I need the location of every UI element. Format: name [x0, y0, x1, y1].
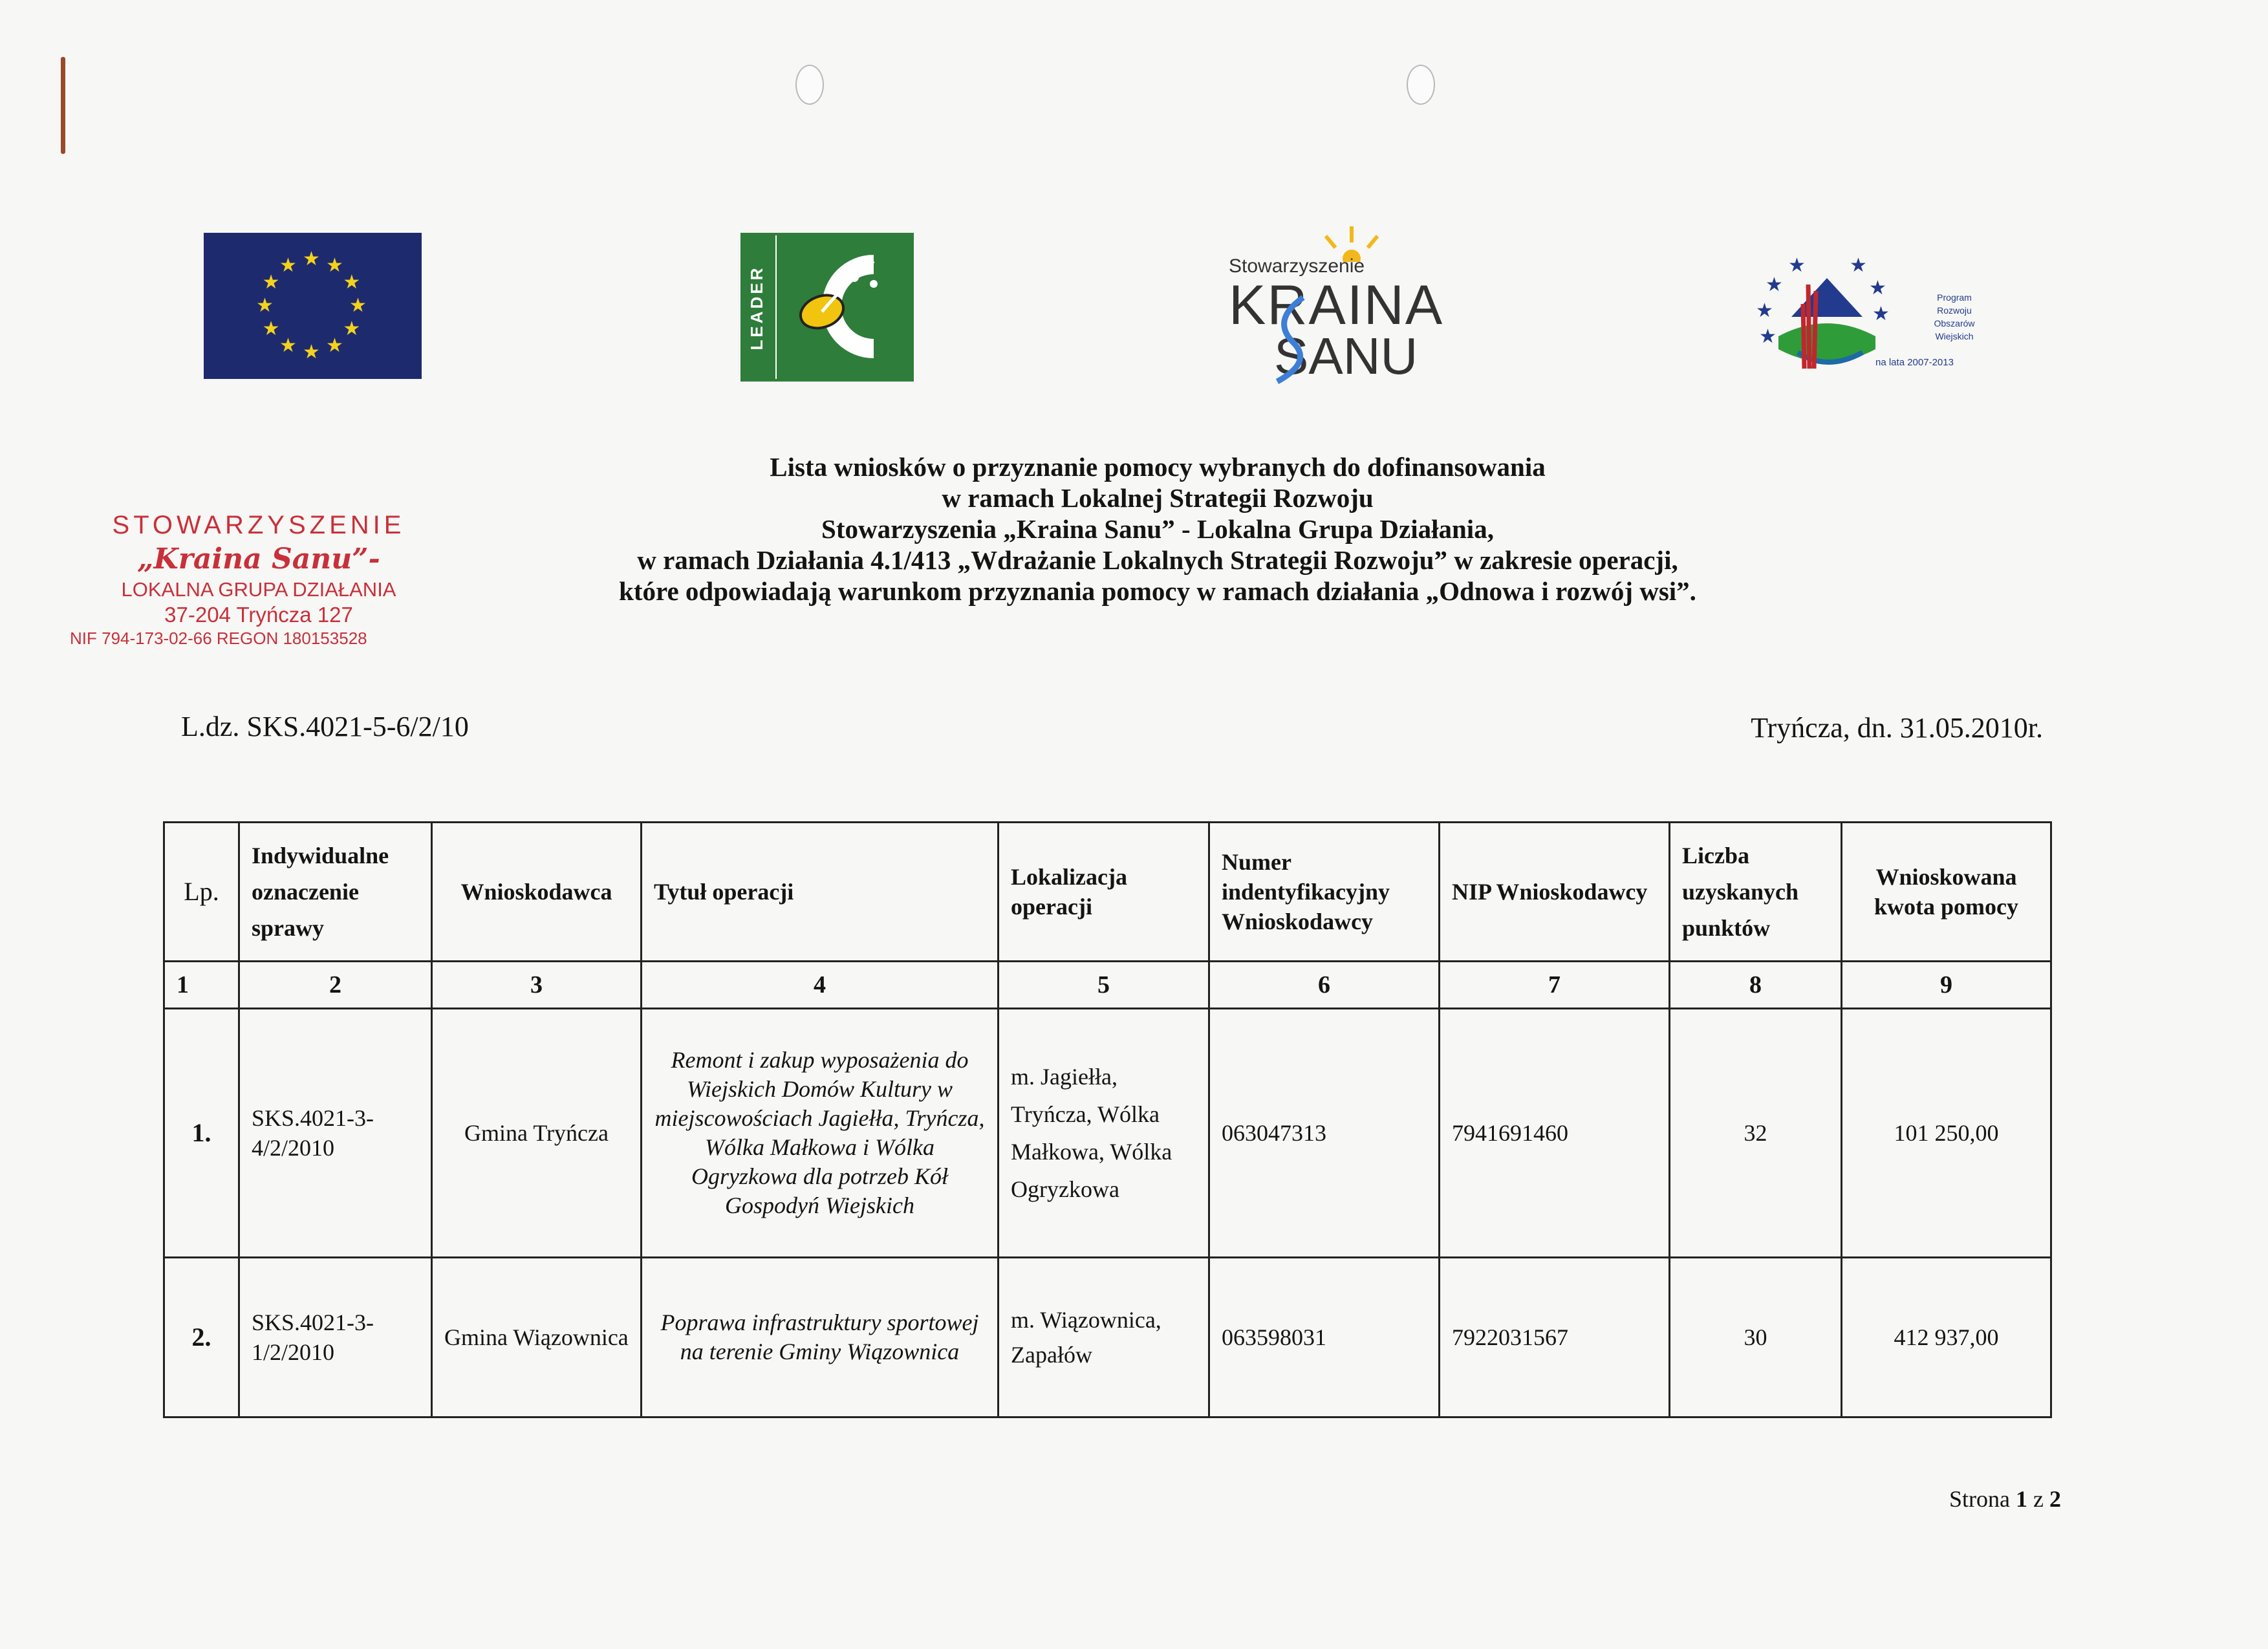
column-number: 1	[164, 962, 239, 1009]
header-cell: Indywidualne oznaczenie sprawy	[239, 823, 432, 962]
page-indicator	[1949, 1485, 2061, 1513]
stamp-line: STOWARZYSZENIE	[112, 511, 405, 539]
organization-stamp	[65, 511, 453, 649]
stamp-line: „Kraina Sanu”-	[137, 543, 380, 576]
stamp-line: 37-204 Tryńcza 127	[164, 603, 353, 627]
header-cell: Wnioskodawca	[432, 823, 642, 962]
case-id-cell: SKS.4021-3-1/2/2010	[239, 1258, 432, 1417]
prow-line: na lata 2007-2013	[1875, 357, 1954, 368]
column-number: 5	[999, 962, 1209, 1009]
place-and-date: Tryńcza, dn. 31.05.2010r.	[1751, 712, 2043, 744]
amount-cell: 101 250,00	[1842, 1009, 2051, 1258]
applicant-cell: Gmina Tryńcza	[432, 1009, 642, 1258]
svg-text:★: ★	[1759, 325, 1777, 348]
margin-mark	[61, 57, 65, 154]
leader-logo-text: LEADER	[747, 265, 766, 350]
table-row	[164, 1009, 2051, 1258]
leader-logo	[740, 233, 914, 382]
column-number: 6	[1209, 962, 1440, 1009]
eu-star-icon: ★	[303, 341, 320, 363]
applications-table	[163, 821, 2052, 1418]
column-number: 8	[1670, 962, 1842, 1009]
eu-star-icon: ★	[303, 248, 320, 270]
punch-hole	[795, 65, 824, 105]
eu-star-icon: ★	[343, 318, 361, 340]
header-cell: Lp.	[164, 823, 239, 962]
eu-star-icon: ★	[343, 271, 361, 294]
header-cell: Lokalizacja operacji	[999, 823, 1209, 962]
kraina-logo-line1: Stowarzyszenie	[1229, 255, 1365, 277]
page-total: 2	[2049, 1486, 2061, 1512]
table-header-row	[164, 823, 2051, 962]
header-cell: Numer indentyfikacyjny Wnioskodawcy	[1209, 823, 1440, 962]
eu-star-icon: ★	[349, 294, 367, 317]
svg-text:★: ★	[1872, 303, 1890, 325]
stamp-line: LOKALNA GRUPA DZIAŁANIA	[121, 578, 396, 601]
title-line: Stowarzyszenia „Kraina Sanu” - Lokalna Grupa Działania,	[821, 514, 1494, 544]
header-cell: Liczba uzyskanych punktów	[1670, 823, 1842, 962]
operation-title-cell: Poprawa infrastruktury sportowej na terenie Gminy Wiązownica	[642, 1258, 999, 1417]
operation-title-cell: Remont i zakup wyposażenia do Wiejskich Domów Kultury w miejscowościach Jagiełła, Tryńcza, Wólka Małkowa i Wólka Ogryzkowa dla potrzeb Kół Gospodyń Wiejskich	[642, 1009, 999, 1258]
nip-cell: 7941691460	[1440, 1009, 1670, 1258]
column-number: 2	[239, 962, 432, 1009]
reference-number: L.dz. SKS.4021-5-6/2/10	[181, 711, 469, 742]
id-number-cell: 063047313	[1209, 1009, 1440, 1258]
header-cell: NIP Wnioskodawcy	[1440, 823, 1670, 962]
punch-hole	[1407, 65, 1435, 105]
amount-cell: 412 937,00	[1842, 1258, 2051, 1417]
svg-text:★: ★	[1756, 299, 1773, 322]
page-separator: z	[2033, 1486, 2044, 1512]
nip-cell: 7922031567	[1440, 1258, 1670, 1417]
kraina-sanu-logo	[1222, 223, 1444, 385]
kraina-logo-line3: SANU	[1274, 327, 1418, 385]
eu-star-icon: ★	[326, 253, 343, 277]
svg-text:★: ★	[1766, 274, 1783, 296]
eu-star-icon: ★	[279, 253, 297, 277]
prow-line: Rozwoju	[1937, 305, 1972, 316]
row-number: 2.	[164, 1258, 239, 1417]
title-line: w ramach Działania 4.1/413 „Wdrażanie Lokalnych Strategii Rozwoju” w zakresie operacji,	[637, 545, 1678, 575]
location-cell: m. Jagiełła, Tryńcza, Wólka Małkowa, Wólka Ogryzkowa	[999, 1009, 1209, 1258]
id-number-cell: 063598031	[1209, 1258, 1440, 1417]
title-line: które odpowiadają warunkom przyznania pomocy w ramach działania „Odnowa i rozwój wsi”.	[619, 576, 1696, 606]
eu-star-icon: ★	[256, 294, 274, 317]
svg-text:★: ★	[1869, 277, 1886, 299]
eu-flag-logo	[204, 233, 422, 379]
page-current: 1	[2016, 1486, 2028, 1512]
eu-star-icon: ★	[262, 318, 280, 340]
title-line: Lista wniosków o przyznanie pomocy wybranych do dofinansowania	[770, 452, 1546, 482]
svg-text:★: ★	[1850, 254, 1867, 277]
title-line: w ramach Lokalnej Strategii Rozwoju	[942, 483, 1374, 513]
column-number: 9	[1842, 962, 2051, 1009]
table-row	[164, 1258, 2051, 1417]
document-title	[440, 451, 1875, 607]
kraina-logo-line2: KRAINA	[1229, 274, 1444, 336]
column-number-row	[164, 962, 2051, 1009]
column-number: 4	[642, 962, 999, 1009]
points-cell: 30	[1670, 1258, 1842, 1417]
row-number: 1.	[164, 1009, 239, 1258]
stamp-line: NIF 794-173-02-66 REGON 180153528	[70, 629, 367, 648]
column-number: 3	[432, 962, 642, 1009]
eu-star-icon: ★	[326, 334, 343, 358]
column-number: 7	[1440, 962, 1670, 1009]
prow-line: Program	[1937, 292, 1972, 303]
eu-star-icon: ★	[279, 334, 297, 358]
header-cell: Wnioskowana kwota pomocy	[1842, 823, 2051, 962]
eu-star-icon: ★	[262, 271, 280, 294]
applicant-cell: Gmina Wiązownica	[432, 1258, 642, 1417]
prow-line: Obszarów	[1934, 318, 1975, 329]
page-label: Strona	[1949, 1486, 2011, 1512]
prow-line: Wiejskich	[1935, 331, 1974, 341]
prow-logo	[1753, 246, 1985, 382]
case-id-cell: SKS.4021-3-4/2/2010	[239, 1009, 432, 1258]
header-cell: Tytuł operacji	[642, 823, 999, 962]
svg-text:★: ★	[1788, 254, 1806, 277]
location-cell: m. Wiązownica, Zapałów	[999, 1258, 1209, 1417]
points-cell: 32	[1670, 1009, 1842, 1258]
